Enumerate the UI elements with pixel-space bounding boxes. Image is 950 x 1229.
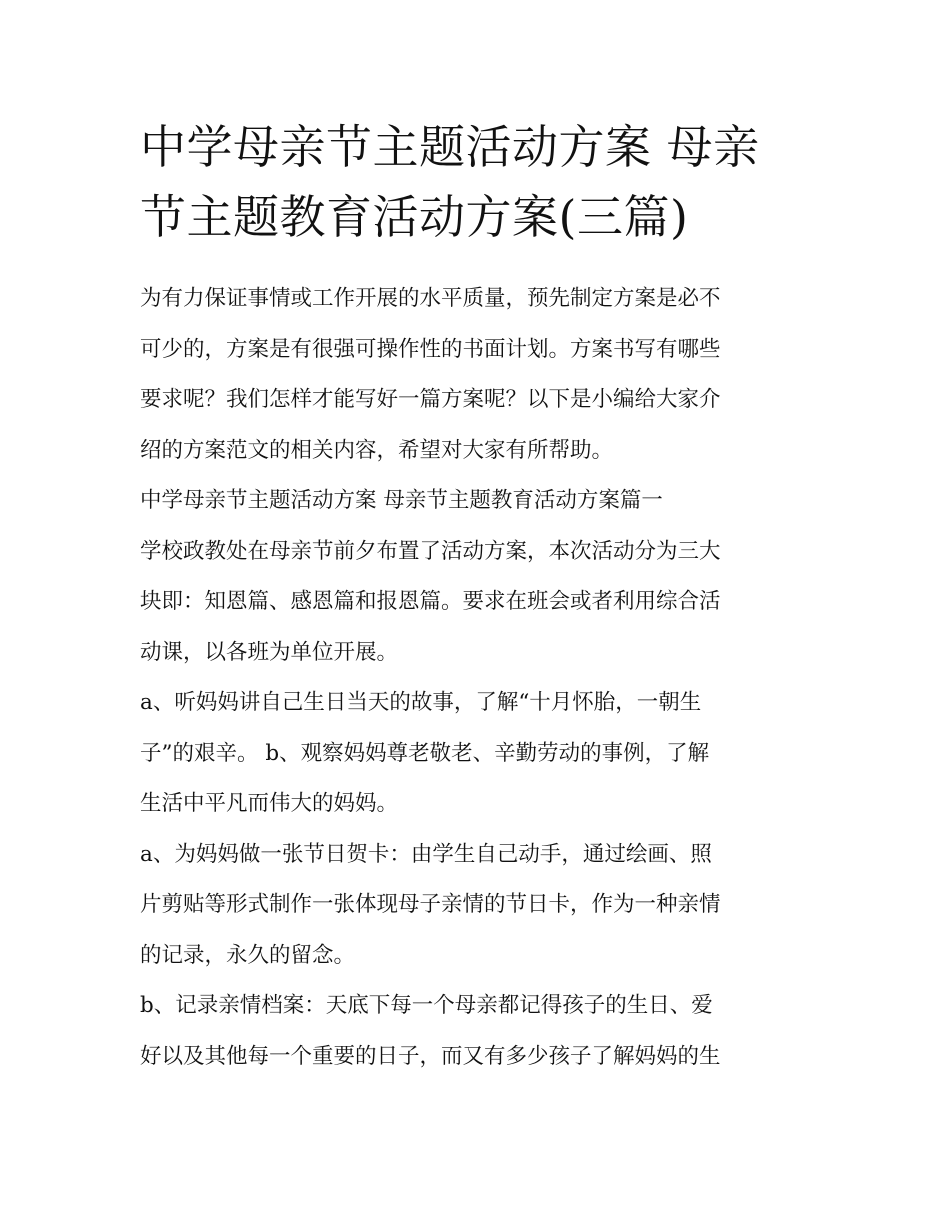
greeting-card-paragraph	[140, 830, 816, 982]
text-line: a、为妈妈做一张节日贺卡：由学生自己动手，通过绘画、照	[140, 841, 712, 867]
text-line: 学校政教处在母亲节前夕布置了活动方案，本次活动分为三大	[140, 538, 721, 564]
intro-paragraph	[140, 274, 816, 476]
text-line: 子”的艰辛。 b、观察妈妈尊老敬老、辛勤劳动的事例，了解	[140, 740, 710, 766]
document-title	[140, 112, 816, 252]
document-body	[140, 274, 816, 1082]
activity-overview-paragraph	[140, 527, 816, 679]
text-line: 可少的，方案是有很强可操作性的书面计划。方案书写有哪些	[140, 336, 721, 362]
text-line: a、听妈妈讲自己生日当天的故事，了解“十月怀胎，一朝生	[140, 690, 702, 715]
text-line: 好以及其他每一个重要的日子，而又有多少孩子了解妈妈的生	[140, 1043, 721, 1069]
text-line: 要求呢？我们怎样才能写好一篇方案呢？以下是小编给大家介	[140, 387, 721, 412]
text-line: 片剪贴等形式制作一张体现母子亲情的节日卡，作为一种亲情	[140, 892, 721, 917]
text-line: 中学母亲节主题活动方案 母亲节主题教育活动方案篇一	[140, 488, 663, 513]
title-line-2: 节主题教育活动方案(三篇)	[140, 190, 689, 244]
text-line: 为有力保证事情或工作开展的水平质量，预先制定方案是必不	[140, 286, 721, 311]
family-record-paragraph	[140, 981, 816, 1082]
title-line-1: 中学母亲节主题活动方案 母亲	[140, 120, 760, 174]
text-line: 块即：知恩篇、感恩篇和报恩篇。要求在班会或者利用综合活	[140, 589, 721, 614]
text-line: 的记录，永久的留念。	[140, 942, 356, 968]
text-line: 绍的方案范文的相关内容，希望对大家有所帮助。	[140, 437, 614, 463]
knowing-gratitude-paragraph	[140, 678, 816, 830]
text-line: 生活中平凡而伟大的妈妈。	[140, 791, 399, 816]
document-content	[140, 112, 816, 1082]
text-line: 动课，以各班为单位开展。	[140, 639, 399, 665]
section-heading	[140, 476, 816, 527]
text-line: b、记录亲情档案：天底下每一个母亲都记得孩子的生日、爱	[140, 993, 713, 1018]
